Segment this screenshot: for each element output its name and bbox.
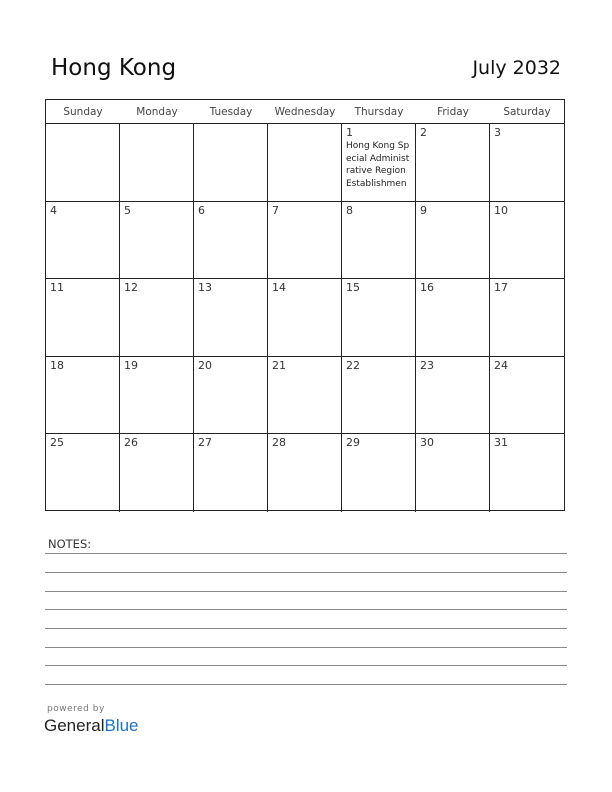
day-cell xyxy=(416,357,490,434)
day-number: 31 xyxy=(494,436,508,449)
day-cell xyxy=(268,357,342,434)
day-number: 15 xyxy=(346,281,360,294)
day-number: 21 xyxy=(272,358,286,372)
note-line xyxy=(45,591,567,592)
note-line xyxy=(45,628,567,629)
day-cell xyxy=(342,202,416,279)
day-number: 18 xyxy=(50,358,64,372)
day-number: 16 xyxy=(420,281,434,294)
day-number: 29 xyxy=(346,436,360,449)
day-cell xyxy=(490,124,564,201)
weekday-sunday: Sunday xyxy=(63,106,103,118)
day-number: 27 xyxy=(198,436,212,449)
day-number: 26 xyxy=(124,436,138,449)
day-number: 30 xyxy=(420,436,434,449)
day-cell xyxy=(342,279,416,356)
weekday-header-row xyxy=(46,100,564,124)
day-cell xyxy=(120,434,194,512)
day-number: 8 xyxy=(346,203,353,217)
day-number: 2 xyxy=(420,126,427,139)
note-line xyxy=(45,647,567,648)
generalblue-logo xyxy=(44,716,139,736)
note-line xyxy=(45,572,567,573)
day-number: 22 xyxy=(346,358,360,372)
day-cell xyxy=(120,202,194,279)
weekday-wednesday: Wednesday xyxy=(274,106,336,118)
day-number: 19 xyxy=(124,358,138,372)
day-cell xyxy=(416,279,490,356)
weekday-friday: Friday xyxy=(437,106,469,118)
day-cell xyxy=(268,202,342,279)
week-row xyxy=(46,279,564,357)
weekday-tuesday: Tuesday xyxy=(209,106,253,118)
day-cell xyxy=(268,279,342,356)
brand-blue-text: Blue xyxy=(104,716,139,735)
day-number: 4 xyxy=(50,203,57,217)
week-row xyxy=(46,357,564,435)
week-row xyxy=(46,124,564,202)
day-number: 28 xyxy=(272,436,286,449)
calendar-month: July 2032 xyxy=(472,57,561,79)
day-cell xyxy=(342,357,416,434)
day-cell xyxy=(342,124,416,201)
day-cell xyxy=(416,124,490,201)
day-cell xyxy=(120,357,194,434)
day-number: 3 xyxy=(494,126,501,139)
day-number: 14 xyxy=(272,281,286,294)
day-number: 23 xyxy=(420,358,434,372)
notes-label: NOTES: xyxy=(48,537,92,551)
weekday-thursday: Thursday xyxy=(354,106,404,118)
day-cell xyxy=(194,357,268,434)
note-line xyxy=(45,553,567,554)
day-number: 24 xyxy=(494,358,508,372)
day-number: 9 xyxy=(420,203,427,217)
day-number: 11 xyxy=(50,281,64,294)
day-cell xyxy=(46,357,120,434)
weekday-monday: Monday xyxy=(136,106,178,118)
powered-by-text: powered by xyxy=(47,704,105,714)
day-cell xyxy=(416,202,490,279)
day-number: 17 xyxy=(494,281,508,294)
day-cell xyxy=(46,124,120,201)
holiday-event: Hong Kong Special Administrative Region Establishmen xyxy=(346,141,410,189)
day-number: 7 xyxy=(272,203,279,217)
day-number: 10 xyxy=(494,203,508,217)
day-cell xyxy=(46,434,120,512)
day-cell xyxy=(268,124,342,201)
day-cell xyxy=(120,279,194,356)
brand-general-text: General xyxy=(44,716,105,735)
day-number: 12 xyxy=(124,281,138,294)
note-line xyxy=(45,609,567,610)
day-number: 13 xyxy=(198,281,212,294)
day-cell xyxy=(490,202,564,279)
day-cell xyxy=(268,434,342,512)
day-number: 25 xyxy=(50,436,64,449)
day-number: 5 xyxy=(124,203,131,217)
day-cell xyxy=(490,434,564,512)
day-cell xyxy=(490,357,564,434)
weekday-saturday: Saturday xyxy=(503,106,551,118)
note-line xyxy=(45,684,567,685)
day-cell xyxy=(416,434,490,512)
week-row xyxy=(46,434,564,512)
week-row xyxy=(46,202,564,280)
day-cell xyxy=(46,202,120,279)
day-cell xyxy=(490,279,564,356)
day-cell xyxy=(120,124,194,201)
day-cell xyxy=(194,124,268,201)
day-number: 6 xyxy=(198,203,205,217)
day-cell xyxy=(194,279,268,356)
calendar-title: Hong Kong xyxy=(51,55,177,81)
note-line xyxy=(45,665,567,666)
day-cell xyxy=(194,434,268,512)
day-cell xyxy=(194,202,268,279)
day-cell xyxy=(46,279,120,356)
day-cell xyxy=(342,434,416,512)
day-number: 20 xyxy=(198,358,212,372)
day-number: 1 xyxy=(346,126,353,139)
calendar-grid xyxy=(45,99,565,511)
